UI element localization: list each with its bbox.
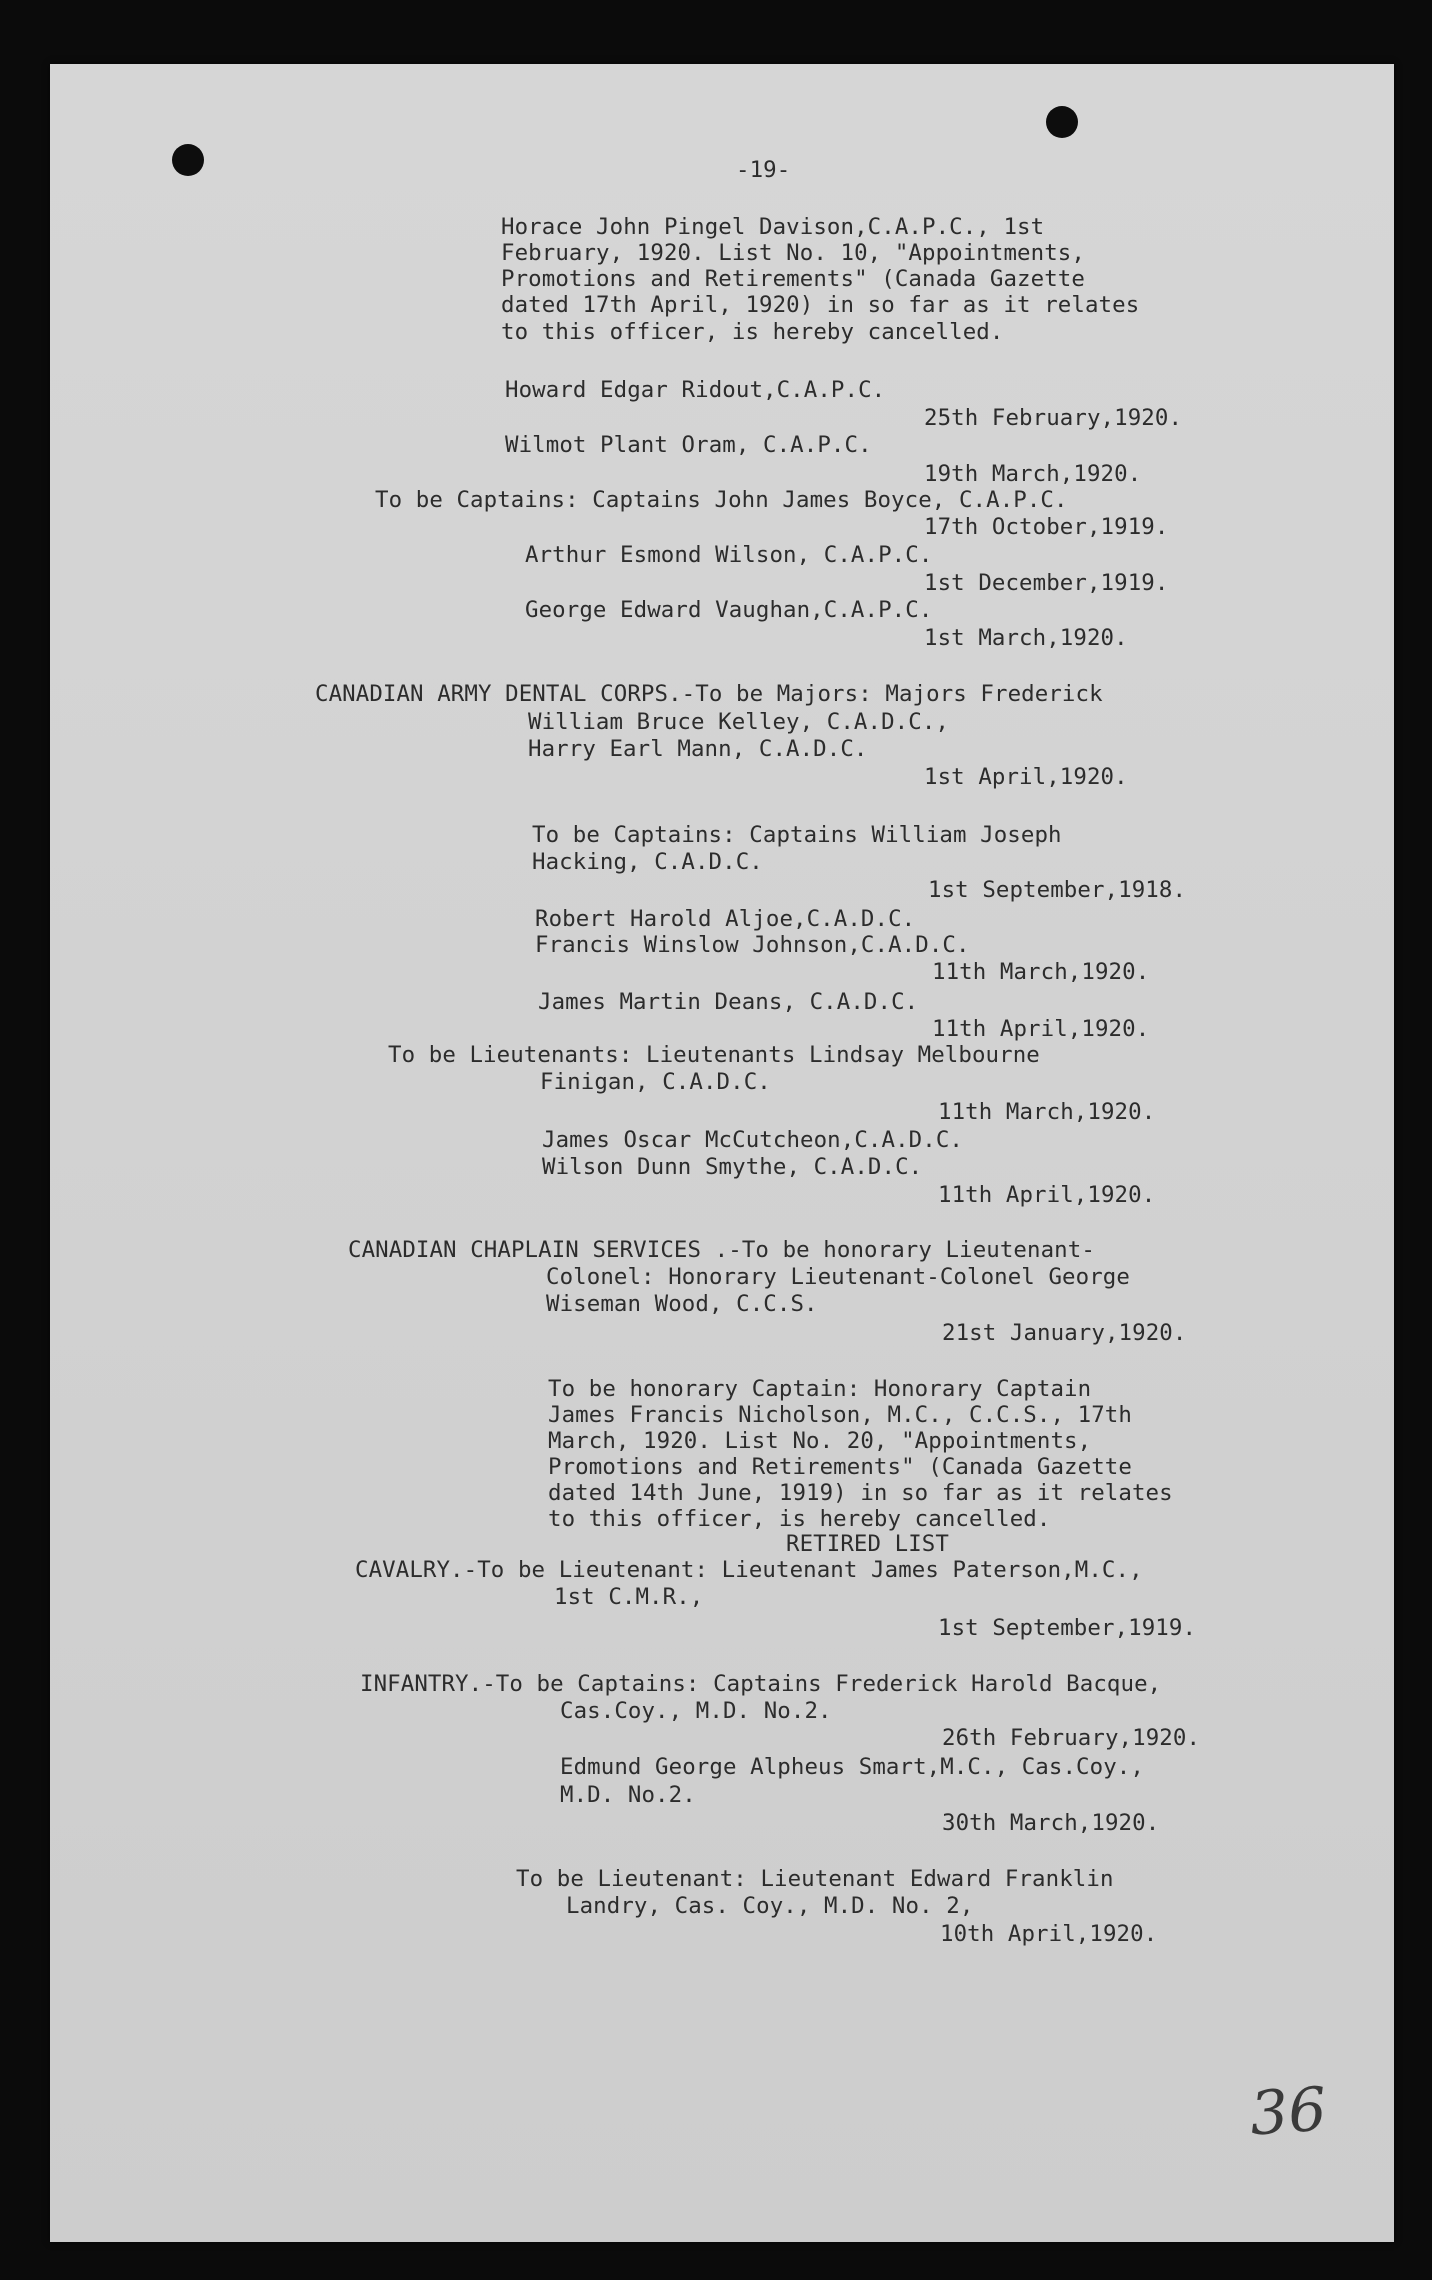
date-line: 26th February,1920.: [942, 1725, 1201, 1751]
text-line: To be honorary Captain: Honorary Captain: [548, 1376, 1092, 1402]
text-line: March, 1920. List No. 20, "Appointments,: [548, 1428, 1092, 1454]
text-line: William Bruce Kelley, C.A.D.C.,: [528, 709, 949, 735]
text-line: James Oscar McCutcheon,C.A.D.C.: [542, 1127, 963, 1153]
section-heading-line: CANADIAN ARMY DENTAL CORPS.-To be Majors: Majors Frederick: [315, 681, 1103, 707]
text-line: Howard Edgar Ridout,C.A.P.C.: [505, 377, 886, 403]
date-line: 17th October,1919.: [924, 514, 1169, 540]
section-heading-line: CANADIAN CHAPLAIN SERVICES .-To be honorary Lieutenant-: [348, 1237, 1095, 1263]
date-line: 1st September,1919.: [938, 1615, 1197, 1641]
date-line: 1st September,1918.: [928, 877, 1187, 903]
text-line: Promotions and Retirements" (Canada Gazette: [501, 266, 1085, 292]
text-line: to this officer, is hereby cancelled.: [501, 319, 1004, 345]
document-page: [50, 64, 1394, 2242]
text-line: Promotions and Retirements" (Canada Gazette: [548, 1454, 1132, 1480]
text-line: Wilson Dunn Smythe, C.A.D.C.: [542, 1154, 923, 1180]
text-line: James Martin Deans, C.A.D.C.: [538, 989, 919, 1015]
date-line: 11th April,1920.: [932, 1016, 1150, 1042]
text-line: INFANTRY.-To be Captains: Captains Frederick Harold Bacque,: [360, 1671, 1162, 1697]
text-line: Colonel: Honorary Lieutenant-Colonel George: [546, 1264, 1130, 1290]
text-line: Harry Earl Mann, C.A.D.C.: [528, 736, 868, 762]
text-line: February, 1920. List No. 10, "Appointments,: [501, 240, 1085, 266]
date-line: 1st March,1920.: [924, 625, 1128, 651]
text-line: Arthur Esmond Wilson, C.A.P.C.: [525, 542, 933, 568]
text-line: Edmund George Alpheus Smart,M.C., Cas.Coy.,: [560, 1754, 1144, 1780]
text-line: M.D. No.2.: [560, 1782, 696, 1808]
text-line: To be Lieutenants: Lieutenants Lindsay Melbourne: [388, 1042, 1040, 1068]
text-line: Wilmot Plant Oram, C.A.P.C.: [505, 432, 872, 458]
date-line: 21st January,1920.: [942, 1320, 1187, 1346]
date-line: 1st December,1919.: [924, 570, 1169, 596]
date-line: 25th February,1920.: [924, 405, 1183, 431]
text-line: dated 17th April, 1920) in so far as it relates: [501, 292, 1140, 318]
text-line: Landry, Cas. Coy., M.D. No. 2,: [566, 1893, 974, 1919]
handwritten-note: 36: [1247, 2074, 1329, 2150]
punch-hole-left: [172, 144, 204, 176]
page-number: -19-: [736, 157, 791, 183]
date-line: 19th March,1920.: [924, 461, 1142, 487]
text-line: Robert Harold Aljoe,C.A.D.C.: [535, 906, 916, 932]
text-line: Wiseman Wood, C.C.S.: [546, 1291, 818, 1317]
text-line: 1st C.M.R.,: [554, 1584, 704, 1610]
date-line: 11th April,1920.: [938, 1182, 1156, 1208]
text-line: To be Captains: Captains William Joseph: [532, 822, 1062, 848]
text-line: To be Lieutenant: Lieutenant Edward Franklin: [516, 1866, 1114, 1892]
text-line: James Francis Nicholson, M.C., C.C.S., 17th: [548, 1402, 1132, 1428]
text-line: dated 14th June, 1919) in so far as it relates: [548, 1480, 1173, 1506]
text-line: CAVALRY.-To be Lieutenant: Lieutenant James Paterson,M.C.,: [355, 1557, 1143, 1583]
text-line: to this officer, is hereby cancelled.: [548, 1506, 1051, 1532]
date-line: 1st April,1920.: [924, 764, 1128, 790]
date-line: 30th March,1920.: [942, 1810, 1160, 1836]
date-line: 11th March,1920.: [932, 959, 1150, 985]
date-line: 11th March,1920.: [938, 1099, 1156, 1125]
text-line: George Edward Vaughan,C.A.P.C.: [525, 597, 933, 623]
text-line: To be Captains: Captains John James Boyce, C.A.P.C.: [375, 487, 1068, 513]
date-line: 10th April,1920.: [940, 1921, 1158, 1947]
text-line: Finigan, C.A.D.C.: [540, 1069, 771, 1095]
text-line: Hacking, C.A.D.C.: [532, 849, 763, 875]
section-heading: RETIRED LIST: [786, 1531, 949, 1557]
text-line: Horace John Pingel Davison,C.A.P.C., 1st: [501, 214, 1045, 240]
text-line: Cas.Coy., M.D. No.2.: [560, 1698, 832, 1724]
text-line: Francis Winslow Johnson,C.A.D.C.: [535, 932, 970, 958]
punch-hole-right: [1046, 106, 1078, 138]
